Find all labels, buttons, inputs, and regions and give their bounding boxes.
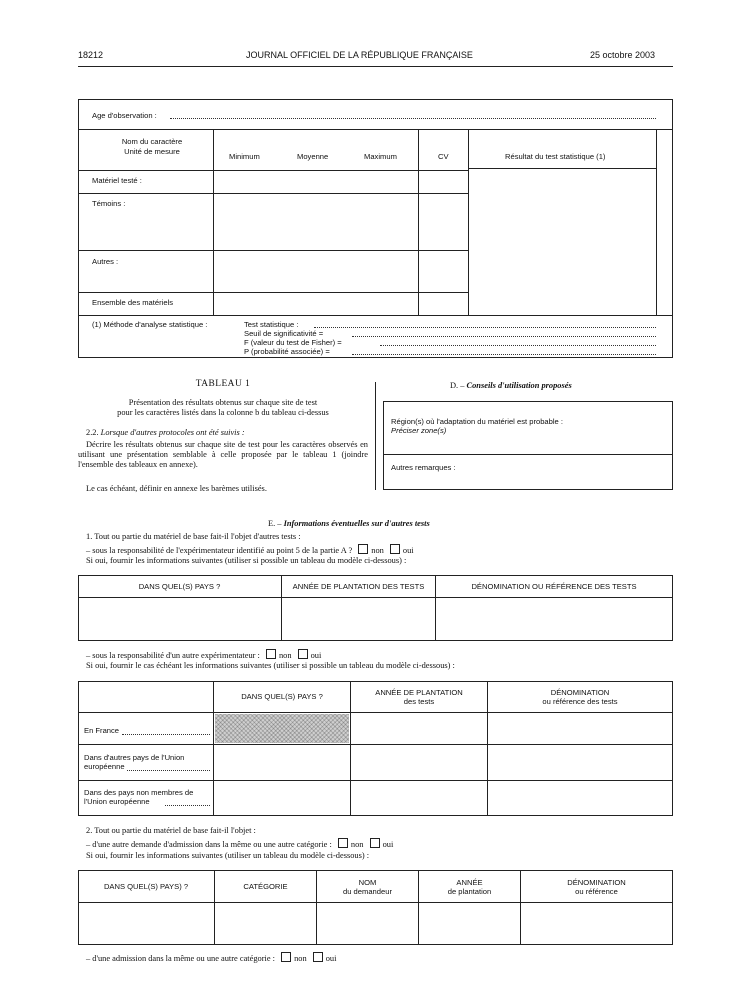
section-e-title: E. – Informations éventuelles sur d'autres tests [268,519,430,528]
q2a-oui-checkbox[interactable] [370,838,380,848]
fn-probabilite-field[interactable] [352,354,656,355]
usage-advice-box [383,401,673,490]
q1b-oui-checkbox[interactable] [298,649,308,659]
row-autres: Autres : [92,257,119,266]
section-2-2: 2.2. Lorsque d'autres protocoles ont été suivis : [86,428,245,437]
fn-seuil-field[interactable] [352,336,656,337]
t3-row-france: En France [84,726,120,735]
si-oui-3: Si oui, fournir les informations suivantes (utiliser un tableau du modèle ci-dessous) : [86,851,370,860]
si-oui-2: Si oui, fournir le cas échéant les informations suivantes (utiliser si possible un tableau du modèle ci-dessous) : [86,661,455,670]
row-materiel-teste: Matériel testé : [92,176,142,185]
q2b-oui-checkbox[interactable] [313,952,323,962]
col-name-unit: Nom du caractère Unité de mesure [121,137,183,156]
t4-col-nom: NOM du demandeur [343,878,392,896]
tableau-title: TABLEAU 1 [195,379,251,389]
t3-row-non-ue: Dans des pays non membres de l'Union européenne [84,788,194,806]
section-d-title: D. – Conseils d'utilisation proposés [450,381,572,390]
page-number: 18212 [78,50,104,60]
row-temoins: Témoins : [92,199,126,208]
section-2-2-bareme: Le cas échéant, définir en annexe les barèmes utilisés. [86,484,267,493]
question-2: 2. Tout ou partie du matériel de base fait-il l'objet : [86,826,256,835]
q1a-oui-checkbox[interactable] [390,544,400,554]
footnote-method-label: (1) Méthode d'analyse statistique : [92,320,208,329]
q1a-non-checkbox[interactable] [358,544,368,554]
q2b-non-checkbox[interactable] [281,952,291,962]
t4-col-pays: DANS QUEL(S) PAYS) ? [103,882,189,891]
si-oui-1: Si oui, fournir les informations suivantes (utiliser si possible un tableau du modèle ci-dessous) : [86,556,407,565]
col-cv: CV [438,152,449,161]
t3-col-annee: ANNÉE DE PLANTATION des tests [375,688,463,706]
col-maximum: Maximum [364,152,397,161]
fn-fisher-field[interactable] [380,345,656,346]
t3-row-ue: Dans d'autres pays de l'Union européenne [84,753,185,771]
t4-col-categorie: CATÉGORIE [243,882,288,891]
section-2-2-para: Décrire les résultats obtenus sur chaque site de test pour les caractères observés en utilisant une présentation semblable à celle proposée par le tableau 1 (joindre l'ensemble des tableaux en annexe). [78,440,368,470]
question-2a: – d'une autre demande d'admission dans la même ou une autre catégorie : non oui [86,840,394,849]
fn-fisher: F (valeur du test de Fisher) = [244,338,342,347]
q2a-non-checkbox[interactable] [338,838,348,848]
fn-seuil: Seuil de significativité = [244,329,324,338]
col-result: Résultat du test statistique (1) [505,152,606,161]
autres-remarques: Autres remarques : [391,463,456,472]
t4-col-annee: ANNÉE de plantation [447,878,492,896]
col-minimum: Minimum [229,152,260,161]
t2-col-annee: ANNÉE DE PLANTATION DES TESTS [292,582,425,591]
t2-col-pays: DANS QUEL(S) PAYS ? [138,582,221,591]
fn-probabilite: P (probabilité associée) = [244,347,330,356]
question-1a: – sous la responsabilité de l'expérimentateur identifié au point 5 de la partie A ? non oui [86,546,414,555]
fn-test-field[interactable] [314,327,656,328]
regions-label: Région(s) où l'adaptation du matériel est probable : [391,417,563,426]
question-1: 1. Tout ou partie du matériel de base fait-il l'objet d'autres tests : [86,532,301,541]
france-shaded-cell [215,714,349,743]
t3-col-denomination: DÉNOMINATION ou référence des tests [542,688,618,706]
age-field[interactable] [170,118,656,119]
journal-title: JOURNAL OFFICIEL DE LA RÉPUBLIQUE FRANÇAISE [246,50,473,60]
q1b-non-checkbox[interactable] [266,649,276,659]
t3-col-pays: DANS QUEL(S) PAYS ? [241,692,323,701]
question-1b: – sous la responsabilité d'un autre expérimentateur : non oui [86,651,322,660]
fn-test: Test statistique : [244,320,299,329]
header-rule [78,66,673,67]
question-2b: – d'une admission dans la même ou une autre catégorie : non oui [86,954,337,963]
t4-col-denomination: DÉNOMINATION ou référence [567,878,626,896]
preciser-zone: Préciser zone(s) [391,426,447,435]
row-ensemble: Ensemble des matériels [92,298,174,307]
tableau-description: Présentation des résultats obtenus sur chaque site de test pour les caractères listés dans la colonne b du tableau ci-dessus [117,398,329,417]
col-moyenne: Moyenne [297,152,329,161]
t2-col-denomination: DÉNOMINATION OU RÉFÉRENCE DES TESTS [471,582,637,591]
issue-date: 25 octobre 2003 [590,50,656,60]
age-label: Age d'observation : [92,111,157,120]
